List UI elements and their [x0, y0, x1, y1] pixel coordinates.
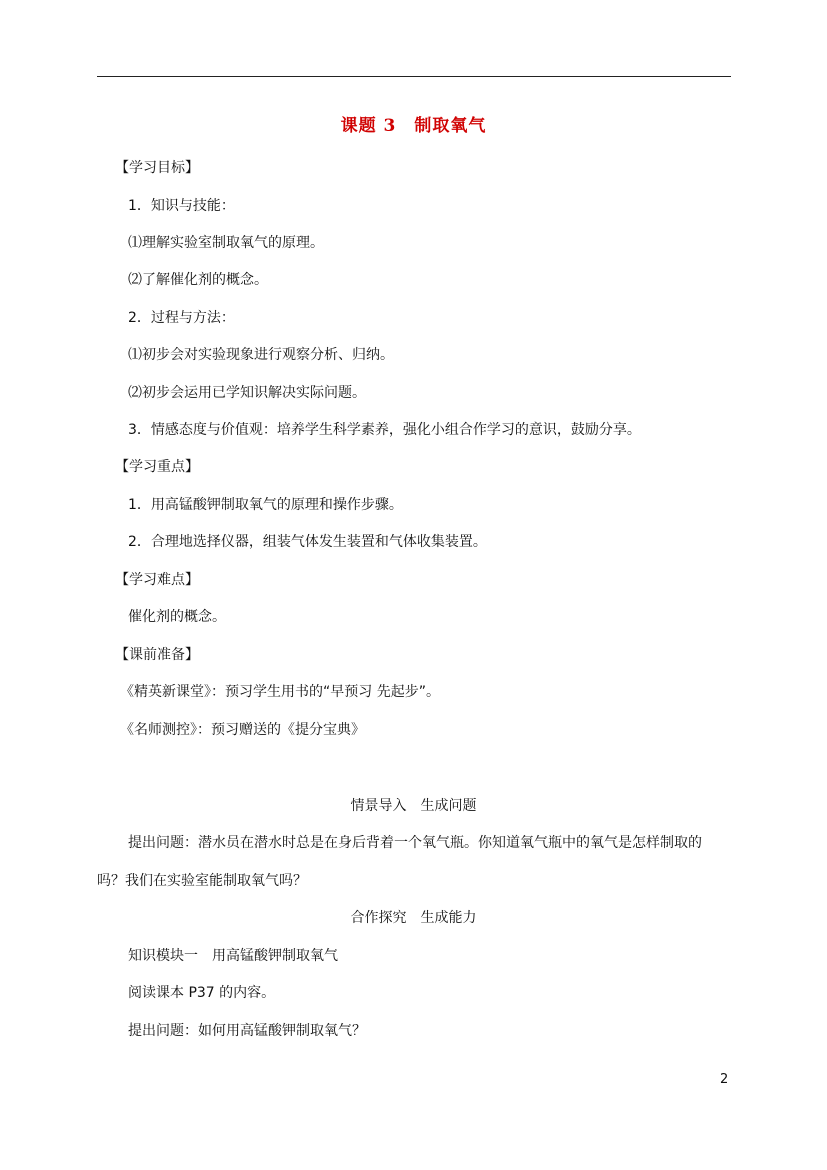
header-rule [97, 76, 731, 77]
page-title: 课题 3 制取氧气 [340, 116, 487, 136]
objective-2b: ⑵初步会运用已学知识解决实际问题。 [128, 385, 366, 401]
objective-1: 1．知识与技能： [128, 198, 235, 214]
preparation-item-1: 《精英新课堂》：预习学生用书的“早预习 先起步”。 [120, 684, 440, 700]
difficulty-item: 催化剂的概念。 [128, 609, 226, 625]
objective-2a: ⑴初步会对实验现象进行观察分析、归纳。 [128, 347, 394, 363]
objective-1b: ⑵了解催化剂的概念。 [128, 272, 268, 288]
objectives-heading: 【学习目标】 [115, 160, 199, 176]
key-point-1: 1．用高锰酸钾制取氧气的原理和操作步骤。 [128, 497, 403, 513]
intro-question-line-1: 提出问题：潜水员在潜水时总是在身后背着一个氧气瓶。你知道氧气瓶中的氧气是怎样制取的 [128, 835, 702, 851]
objective-2: 2．过程与方法： [128, 310, 235, 326]
objective-3: 3．情感态度与价值观：培养学生科学素养，强化小组合作学习的意识，鼓励分享。 [128, 422, 641, 438]
difficulty-heading: 【学习难点】 [115, 572, 199, 588]
module-1-title: 知识模块一 用高锰酸钾制取氧气 [128, 948, 338, 964]
page-number: 2 [720, 1072, 729, 1087]
explore-heading: 合作探究 生成能力 [350, 910, 477, 926]
preparation-heading: 【课前准备】 [115, 647, 199, 663]
objective-1a: ⑴理解实验室制取氧气的原理。 [128, 235, 324, 251]
reading-assignment: 阅读课本 P37 的内容。 [128, 985, 276, 1001]
intro-question-line-2: 吗？我们在实验室能制取氧气吗？ [97, 873, 307, 889]
preparation-item-2: 《名师测控》：预习赠送的《提分宝典》 [120, 722, 365, 738]
key-points-heading: 【学习重点】 [115, 459, 199, 475]
explore-question: 提出问题：如何用高锰酸钾制取氧气？ [128, 1023, 366, 1039]
key-point-2: 2．合理地选择仪器，组装气体发生装置和气体收集装置。 [128, 534, 487, 550]
intro-heading: 情景导入 生成问题 [350, 798, 477, 814]
